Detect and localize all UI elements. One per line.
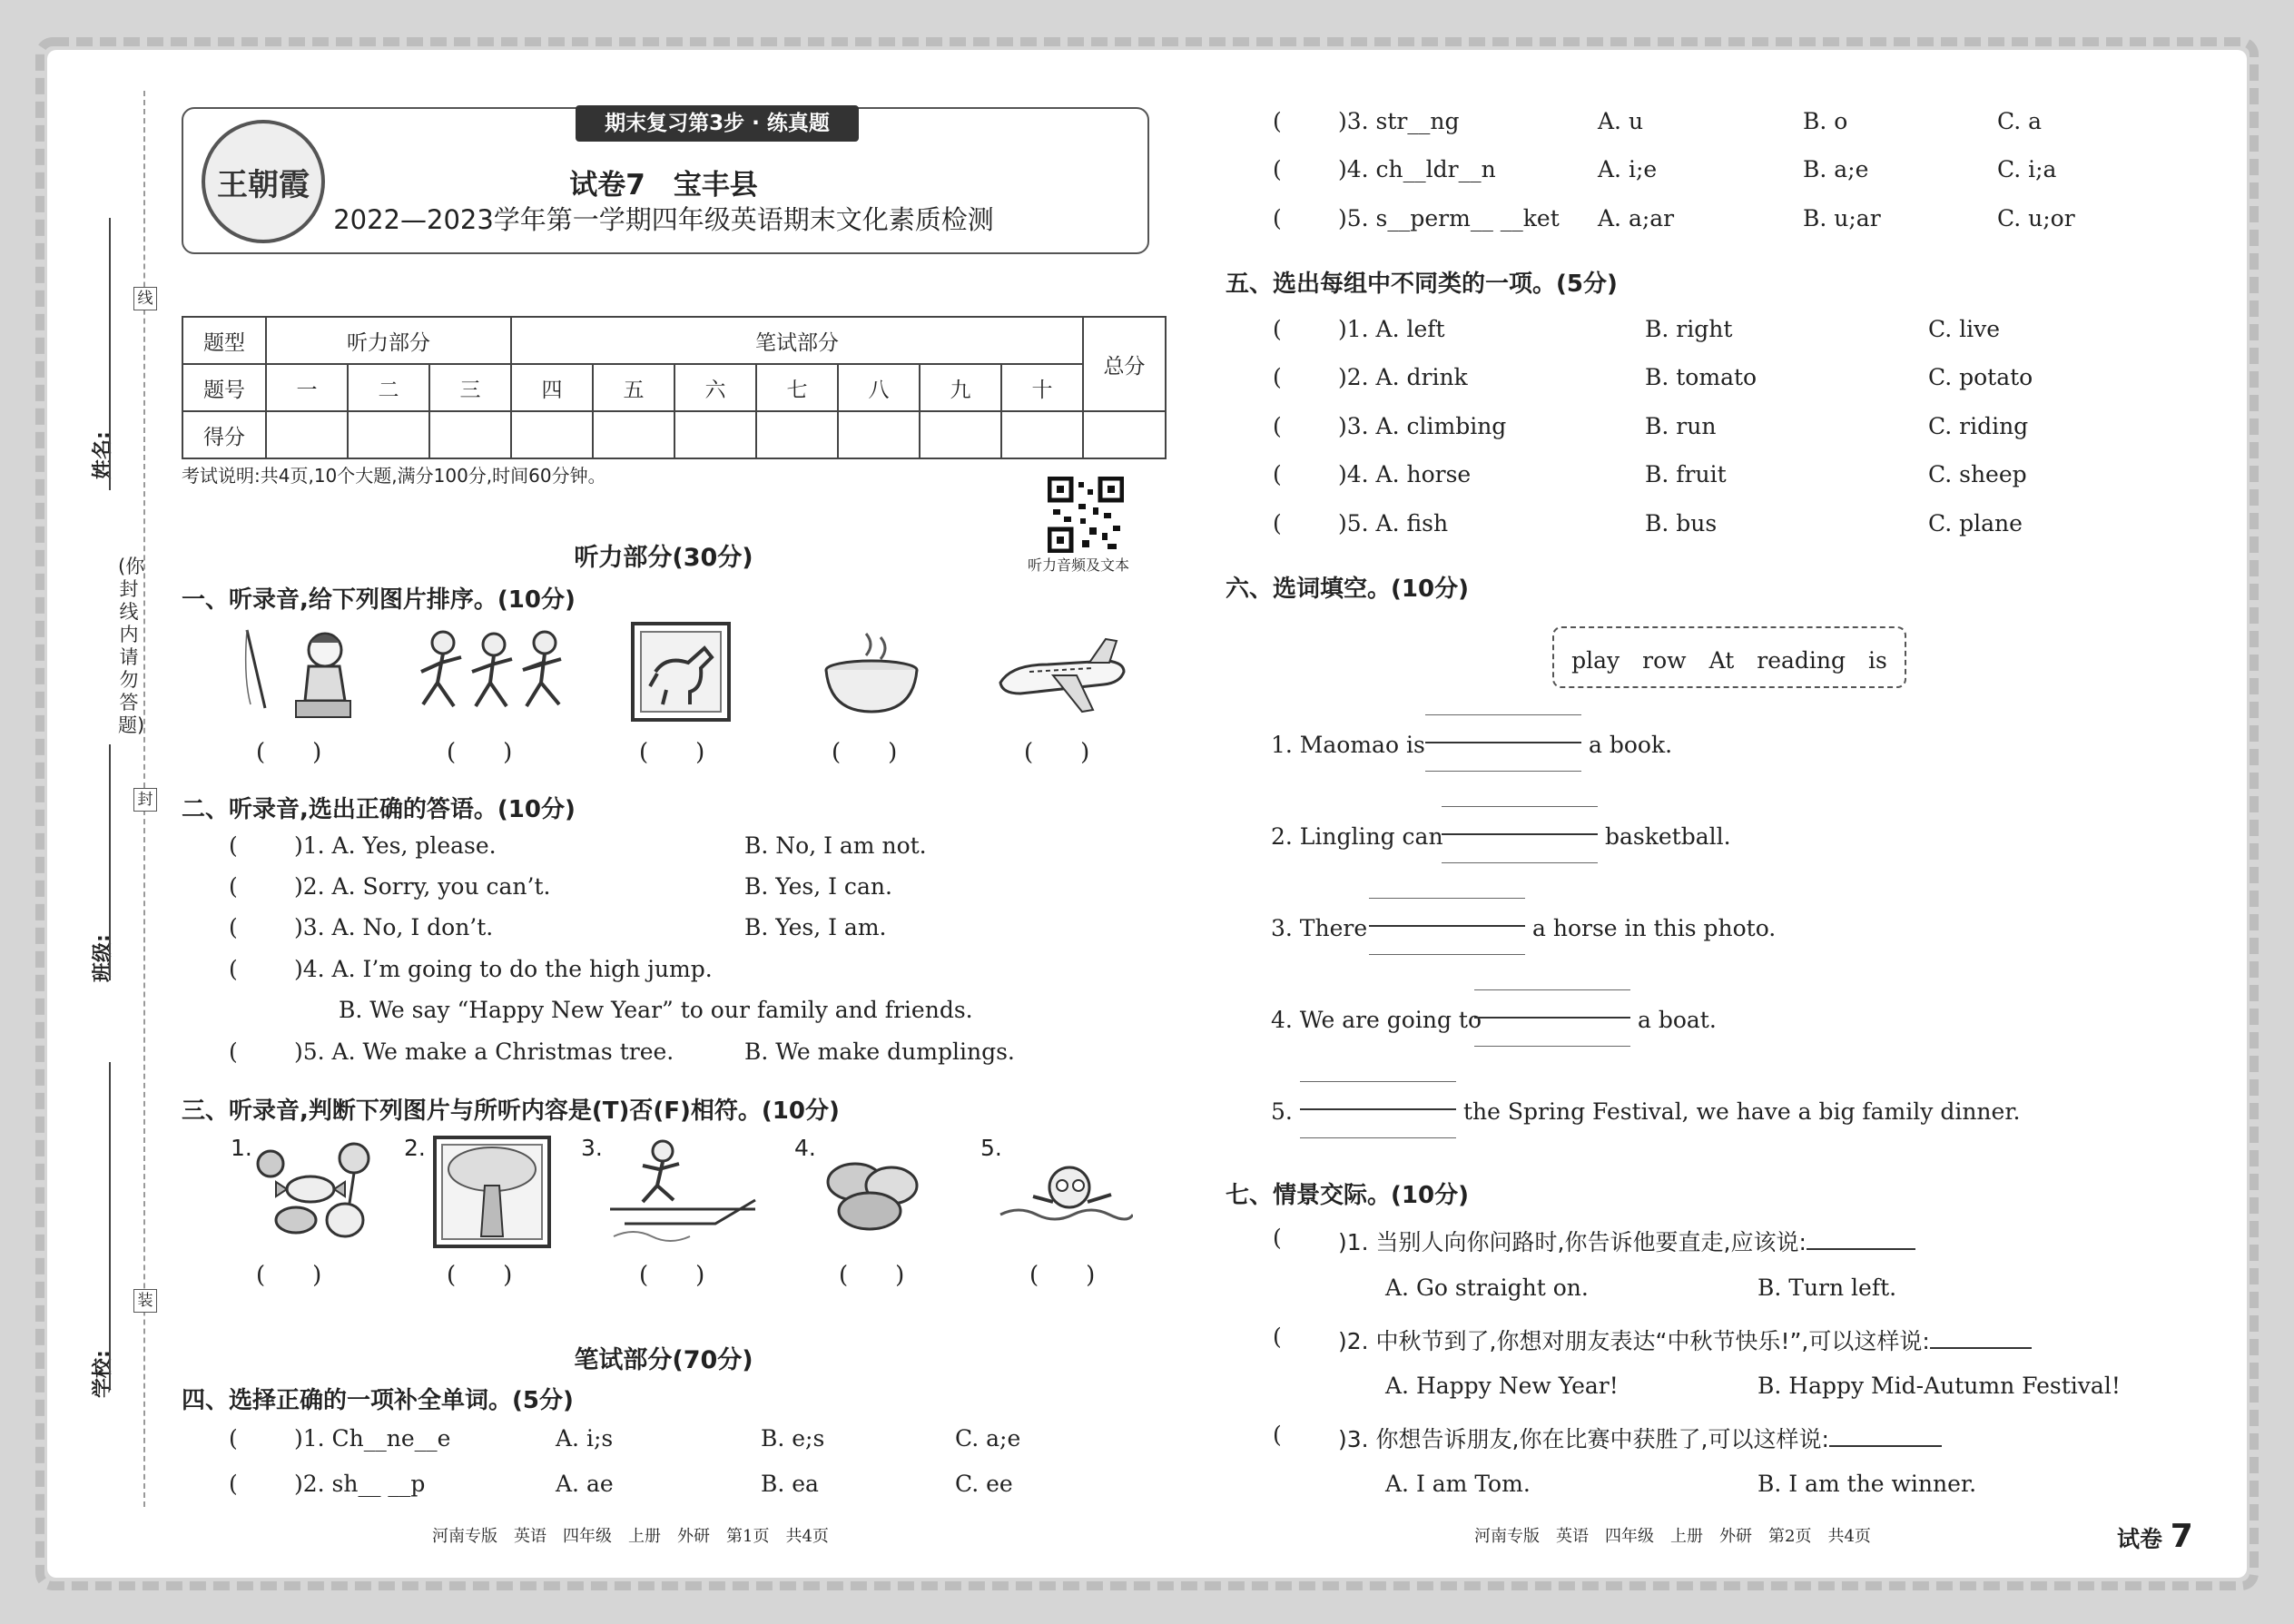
- s4-q5-b[interactable]: B. u;ar: [1803, 205, 1881, 231]
- num-8: 八: [838, 364, 920, 411]
- school-label: 学校:: [92, 1350, 114, 1398]
- s6-q1-blank[interactable]: [1425, 714, 1581, 771]
- diving-boy-picture: [606, 1137, 759, 1244]
- type-label: 题型: [182, 317, 266, 364]
- s4-q1-bracket: (: [229, 1425, 238, 1452]
- score-cell[interactable]: [756, 411, 838, 458]
- s7-q1-a[interactable]: A. Go straight on.: [1385, 1275, 1589, 1301]
- review-banner: 期末复习第3步 · 练真题: [576, 105, 859, 142]
- footer-right: 河南专版 英语 四年级 上册 外研 第2页 共4页: [1474, 1527, 1871, 1546]
- score-cell[interactable]: [593, 411, 674, 458]
- s7-q2-a[interactable]: A. Happy New Year!: [1385, 1373, 1619, 1399]
- s7-q2[interactable]: )2. 中秋节到了,你想对朋友表达“中秋节快乐!”,可以这样说:: [1338, 1324, 2032, 1356]
- listening-header: 听力部分: [266, 317, 511, 364]
- score-cell[interactable]: [838, 411, 920, 458]
- s7-q2-b[interactable]: B. Happy Mid-Autumn Festival!: [1757, 1373, 2121, 1399]
- total-header: 总分: [1083, 317, 1166, 411]
- s2-q4[interactable]: )4. A. I’m going to do the high jump.: [294, 956, 713, 982]
- s3-num-3: 3.: [581, 1135, 603, 1161]
- s5-q1-a[interactable]: )1. A. left: [1338, 316, 1445, 342]
- school-field[interactable]: [109, 1062, 111, 1389]
- s4-q5[interactable]: )5. s__perm__ __ket: [1338, 205, 1560, 231]
- s4-q4-bracket: (: [1273, 156, 1282, 182]
- s6-q4-pre: 4. We are going to: [1271, 1007, 1482, 1033]
- section-5-title: 五、选出每组中不同类的一项。(5分): [1226, 271, 1618, 298]
- num-5: 五: [593, 364, 674, 411]
- answer-bracket[interactable]: ( ): [639, 1262, 705, 1289]
- candy-picture: [251, 1137, 387, 1244]
- s5-q3-c[interactable]: C. riding: [1928, 413, 2029, 439]
- s5-q4-bracket: (: [1273, 461, 1282, 487]
- s5-q5-a[interactable]: )5. A. fish: [1338, 510, 1449, 536]
- s4-q3-a[interactable]: A. u: [1598, 108, 1644, 134]
- s4-q4-a[interactable]: A. i;e: [1598, 156, 1658, 182]
- score-cell[interactable]: [1001, 411, 1083, 458]
- s4-q2[interactable]: )2. sh__ __p: [294, 1471, 426, 1497]
- s5-q2-c[interactable]: C. potato: [1928, 364, 2033, 390]
- s4-q5-a[interactable]: A. a;ar: [1598, 205, 1675, 231]
- answer-bracket[interactable]: ( ): [447, 1262, 513, 1289]
- score-label: 得分: [182, 411, 266, 458]
- paper-title: 试卷7 宝丰县: [569, 169, 758, 202]
- s5-q2-b[interactable]: B. tomato: [1645, 364, 1757, 390]
- answer-bracket[interactable]: ( ): [1029, 1262, 1096, 1289]
- soup-bowl-picture: [821, 630, 922, 721]
- s2-q3-bracket: (: [229, 914, 238, 940]
- section-3-title: 三、听录音,判断下列图片与所听内容是(T)否(F)相符。(10分): [182, 1097, 840, 1125]
- s7-q1-b[interactable]: B. Turn left.: [1757, 1275, 1897, 1301]
- s5-q2-bracket: (: [1273, 364, 1282, 390]
- s5-q3-b[interactable]: B. run: [1645, 413, 1717, 439]
- answer-bracket[interactable]: ( ): [1024, 739, 1090, 766]
- s4-q3[interactable]: )3. str__ng: [1338, 108, 1460, 134]
- s5-q3-a[interactable]: )3. A. climbing: [1338, 413, 1507, 439]
- s4-q1[interactable]: )1. Ch__ne__e: [294, 1425, 451, 1452]
- s6-q5-pre: 5.: [1271, 1098, 1293, 1125]
- answer-bracket[interactable]: ( ): [256, 739, 322, 766]
- s6-q3-blank[interactable]: [1369, 898, 1525, 954]
- writing-header: 笔试部分: [511, 317, 1083, 364]
- s5-q3-bracket: (: [1273, 413, 1282, 439]
- s5-q1-bracket: (: [1273, 316, 1282, 342]
- answer-bracket[interactable]: ( ): [839, 1262, 905, 1289]
- potatoes-picture: [821, 1158, 922, 1233]
- s6-q5-post: the Spring Festival, we have a big family dinner.: [1463, 1098, 2021, 1125]
- s3-num-1: 1.: [231, 1135, 252, 1161]
- num-9: 九: [920, 364, 1001, 411]
- s7-q1-bracket: (: [1273, 1225, 1282, 1251]
- running-children-picture: [416, 626, 575, 717]
- num-6: 六: [674, 364, 756, 411]
- s5-q4-a[interactable]: )4. A. horse: [1338, 461, 1472, 487]
- binding-mark-seal: 封: [133, 788, 157, 812]
- section-7-title: 七、情景交际。(10分): [1226, 1182, 1469, 1209]
- s4-q4[interactable]: )4. ch__ldr__n: [1338, 156, 1496, 182]
- s5-q1-c[interactable]: C. live: [1928, 316, 2001, 342]
- s2-q5[interactable]: )5. A. We make a Christmas tree.: [294, 1038, 674, 1065]
- answer-bracket[interactable]: ( ): [639, 739, 705, 766]
- s7-q3-bracket: (: [1273, 1422, 1282, 1448]
- s7-q2-bracket: (: [1273, 1324, 1282, 1350]
- s6-q5-blank[interactable]: [1300, 1081, 1456, 1137]
- s4-q4-b[interactable]: B. a;e: [1803, 156, 1869, 182]
- s5-q5-bracket: (: [1273, 510, 1282, 536]
- word-box-words: play row At reading is: [1571, 647, 1887, 674]
- fishing-boy-picture: [238, 623, 356, 723]
- num-label: 题号: [182, 364, 266, 411]
- s2-q2[interactable]: )2. A. Sorry, you can’t.: [294, 873, 551, 900]
- brand-logo: 王朝霞: [202, 120, 325, 243]
- s6-q2-blank[interactable]: [1442, 806, 1598, 862]
- s4-q2-a[interactable]: A. ae: [556, 1471, 614, 1497]
- num-7: 七: [756, 364, 838, 411]
- name-field[interactable]: [109, 218, 111, 490]
- s4-q1-c[interactable]: C. a;e: [955, 1425, 1021, 1452]
- s6-q1-post: a book.: [1589, 732, 1673, 758]
- s5-q1-b[interactable]: B. right: [1645, 316, 1733, 342]
- s4-q2-b[interactable]: B. ea: [761, 1471, 819, 1497]
- exam-note: 考试说明:共4页,10个大题,满分100分,时间60分钟。: [182, 465, 606, 487]
- class-field[interactable]: [109, 744, 111, 980]
- s4-q3-b[interactable]: B. o: [1803, 108, 1848, 134]
- s6-q3-pre: 3. There: [1271, 915, 1368, 941]
- s4-q1-b[interactable]: B. e;s: [761, 1425, 825, 1452]
- listening-title: 听力部分(30分): [574, 544, 753, 572]
- s2-q4-b[interactable]: B. We say “Happy New Year” to our family and friends.: [339, 997, 973, 1023]
- airplane-picture: [993, 634, 1129, 717]
- binding-mark-bind: 装: [133, 1289, 157, 1313]
- s6-q4-post: a boat.: [1638, 1007, 1717, 1033]
- num-10: 十: [1001, 364, 1083, 411]
- score-cell[interactable]: [429, 411, 511, 458]
- s4-q3-c[interactable]: C. a: [1997, 108, 2043, 134]
- binding-mark-line: 线: [133, 287, 157, 310]
- s2-q1-b[interactable]: B. No, I am not.: [744, 832, 927, 859]
- num-3: 三: [429, 364, 511, 411]
- answer-bracket[interactable]: ( ): [447, 739, 513, 766]
- s5-q5-c[interactable]: C. plane: [1928, 510, 2023, 536]
- s3-num-5: 5.: [980, 1135, 1002, 1161]
- score-cell[interactable]: [674, 411, 756, 458]
- s2-q2-bracket: (: [229, 873, 238, 900]
- s2-q4-bracket: (: [229, 956, 238, 982]
- section-1-title: 一、听录音,给下列图片排序。(10分): [182, 586, 576, 614]
- s4-q2-c[interactable]: C. ee: [955, 1471, 1013, 1497]
- score-cell[interactable]: [348, 411, 429, 458]
- s4-q4-c[interactable]: C. i;a: [1997, 156, 2057, 182]
- s2-q3[interactable]: )3. A. No, I don’t.: [294, 914, 494, 940]
- word-box: [1552, 626, 1906, 688]
- num-2: 二: [348, 364, 429, 411]
- s4-q3-bracket: (: [1273, 108, 1282, 134]
- s4-q5-c[interactable]: C. u;or: [1997, 205, 2075, 231]
- s3-num-4: 4.: [794, 1135, 816, 1161]
- s2-q2-b[interactable]: B. Yes, I can.: [744, 873, 892, 900]
- s4-q1-a[interactable]: A. i;s: [556, 1425, 614, 1452]
- s7-q3[interactable]: )3. 你想告诉朋友,你在比赛中获胜了,可以这样说:: [1338, 1422, 1942, 1454]
- s2-q1[interactable]: )1. A. Yes, please.: [294, 832, 497, 859]
- s6-q2-post: basketball.: [1605, 823, 1731, 850]
- horse-picture: [630, 621, 732, 723]
- s7-q3-b[interactable]: B. I am the winner.: [1757, 1471, 1977, 1497]
- s2-q3-b[interactable]: B. Yes, I am.: [744, 914, 887, 940]
- s5-q4-c[interactable]: C. sheep: [1928, 461, 2027, 487]
- s4-q2-bracket: (: [229, 1471, 238, 1497]
- section-2-title: 二、听录音,选出正确的答语。(10分): [182, 796, 576, 823]
- s3-num-2: 2.: [404, 1135, 426, 1161]
- s2-q5-bracket: (: [229, 1038, 238, 1065]
- score-table: [182, 316, 1167, 459]
- score-cell[interactable]: [920, 411, 1001, 458]
- section-4-title: 四、选择正确的一项补全单词。(5分): [182, 1387, 574, 1414]
- s6-q1-pre: 1. Maomao is: [1271, 732, 1425, 758]
- swimming-boy-picture: [997, 1160, 1133, 1236]
- s5-q2-a[interactable]: )2. A. drink: [1338, 364, 1468, 390]
- s4-q5-bracket: (: [1273, 205, 1282, 231]
- score-cell[interactable]: [1083, 411, 1166, 458]
- paper-number: 试卷 7: [2117, 1518, 2193, 1555]
- s5-q4-b[interactable]: B. fruit: [1645, 461, 1727, 487]
- tree-picture: [432, 1135, 552, 1249]
- section-6-title: 六、选词填空。(10分): [1226, 576, 1469, 603]
- s2-q1-bracket: (: [229, 832, 238, 859]
- exam-title: 2022—2023学年第一学期四年级英语期末文化素质检测: [333, 204, 994, 235]
- s2-q5-b[interactable]: B. We make dumplings.: [744, 1038, 1015, 1065]
- s6-q3-post: a horse in this photo.: [1532, 915, 1777, 941]
- name-label: 姓名:: [92, 431, 114, 479]
- s6-q2-pre: 2. Lingling can: [1271, 823, 1443, 850]
- s6-q4-blank[interactable]: [1474, 989, 1630, 1046]
- num-4: 四: [511, 364, 593, 411]
- score-cell[interactable]: [511, 411, 593, 458]
- s7-q1[interactable]: )1. 当别人向你问路时,你告诉他要直走,应该说:: [1338, 1225, 1915, 1257]
- score-cell[interactable]: [266, 411, 348, 458]
- s7-q3-a[interactable]: A. I am Tom.: [1385, 1471, 1531, 1497]
- num-1: 一: [266, 364, 348, 411]
- s5-q5-b[interactable]: B. bus: [1645, 510, 1718, 536]
- answer-bracket[interactable]: ( ): [256, 1262, 322, 1289]
- writing-title: 笔试部分(70分): [574, 1346, 753, 1374]
- answer-bracket[interactable]: ( ): [832, 739, 898, 766]
- footer-left: 河南专版 英语 四年级 上册 外研 第1页 共4页: [432, 1527, 829, 1546]
- class-label: 班级:: [92, 934, 114, 982]
- no-answer-notice: (你封线内请勿答题): [118, 556, 145, 736]
- qr-caption: 听力音频及文本: [1028, 556, 1130, 574]
